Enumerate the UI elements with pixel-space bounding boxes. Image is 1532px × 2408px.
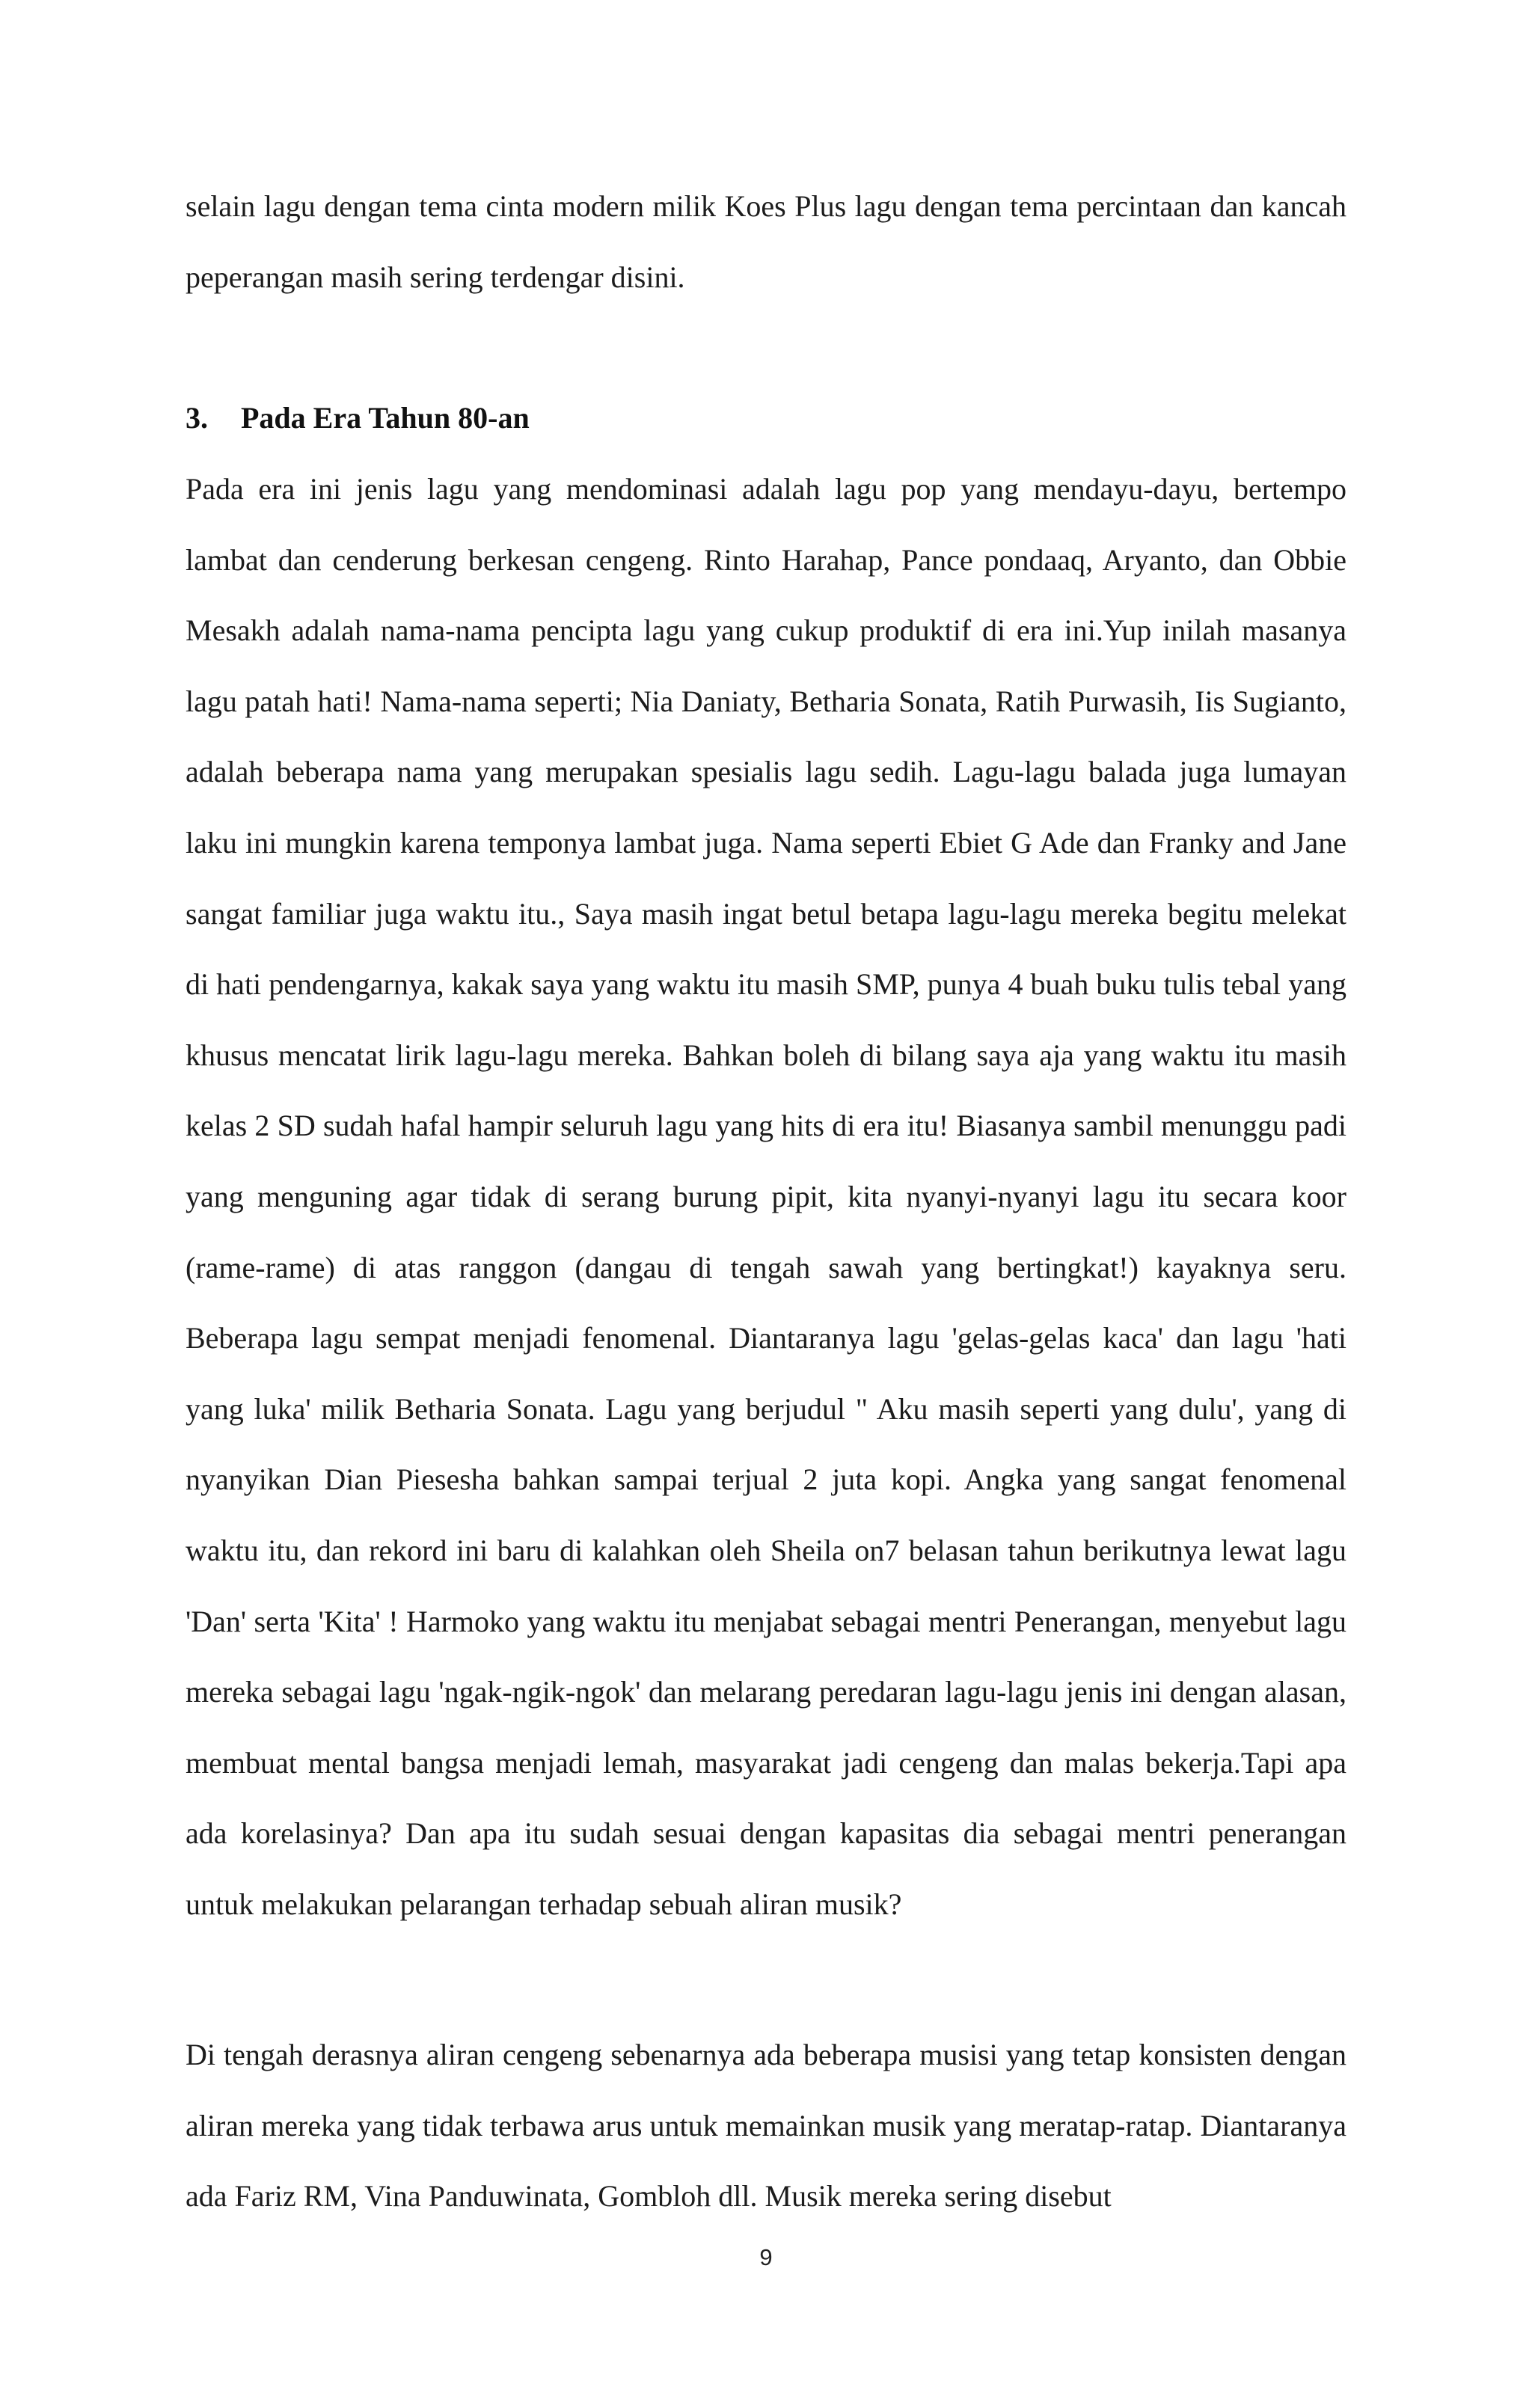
intro-paragraph: selain lagu dengan tema cinta modern milik Koes Plus lagu dengan tema percintaan dan kancah peperangan masih sering terdengar disini. [186,189,1346,294]
page-number: 9 [759,2244,773,2270]
paragraph-80an-era: Pada era ini jenis lagu yang mendominasi adalah lagu pop yang mendayu-dayu, bertempo lambat dan cenderung berkesan cengeng. Rinto Harahap, Pance pondaaq, Aryanto, dan Obbie Mesakh adalah nama-nama pencipta lagu yang cukup produktif di era ini.Yup inilah masanya lagu patah hati! Nama-nama seperti; Nia Daniaty, Betharia Sonata, Ratih Purwasih, Iis Sugianto, adalah beberapa nama yang merupakan spesialis lagu sedih. Lagu-lagu balada juga lumayan laku ini mungkin karena temponya lambat juga. Nama seperti Ebiet G Ade dan Franky and Jane sangat familiar juga waktu itu., Saya masih ingat betul betapa lagu-lagu mereka begitu melekat di hati pendengarnya, kakak saya yang waktu itu masih SMP, punya 4 buah buku tulis tebal yang khusus mencatat lirik lagu-lagu mereka. Bahkan boleh di bilang saya aja yang waktu itu masih kelas 2 SD sudah hafal hampir seluruh lagu yang hits di era itu! Biasanya sambil menunggu padi yang menguning agar tidak di serang burung pipit, kita nyanyi-nyanyi lagu itu secara koor (rame-rame) di atas ranggon (dangau di tengah sawah yang bertingkat!) kayaknya seru. Beberapa lagu sempat menjadi fenomenal. Diantaranya lagu 'gelas-gelas kaca' dan lagu 'hati yang luka' milik Betharia Sonata. Lagu yang berjudul " Aku masih seperti yang dulu', yang di nyanyikan Dian Piesesha bahkan sampai terjual 2 juta kopi. Angka yang sangat fenomenal waktu itu, dan rekord ini baru di kalahkan oleh Sheila on7 belasan tahun berikutnya lewat lagu 'Dan' serta 'Kita' ! Harmoko yang waktu itu menjabat sebagai mentri Penerangan, menyebut lagu mereka sebagai lagu 'ngak-ngik-ngok' dan melarang peredaran lagu-lagu jenis ini dengan alasan, membuat mental bangsa menjadi lemah, masyarakat jadi cengeng dan malas bekerja.Tapi apa ada korelasinya? Dan apa itu sudah sesuai dengan kapasitas dia sebagai mentri penerangan untuk melakukan pelarangan terhadap sebuah aliran musik? [186,472,1346,1921]
section-heading [186,383,530,453]
section-number: 3. [186,401,208,435]
section-title: Pada Era Tahun 80-an [241,401,530,435]
paragraph-consistent-musicians: Di tengah derasnya aliran cengeng sebenarnya ada beberapa musisi yang tetap konsisten dengan aliran mereka yang tidak terbawa arus untuk memainkan musik yang meratap-ratap. Diantaranya ada Fariz RM, Vina Panduwinata, Gombloh dll. Musik mereka sering disebut [186,2038,1346,2214]
